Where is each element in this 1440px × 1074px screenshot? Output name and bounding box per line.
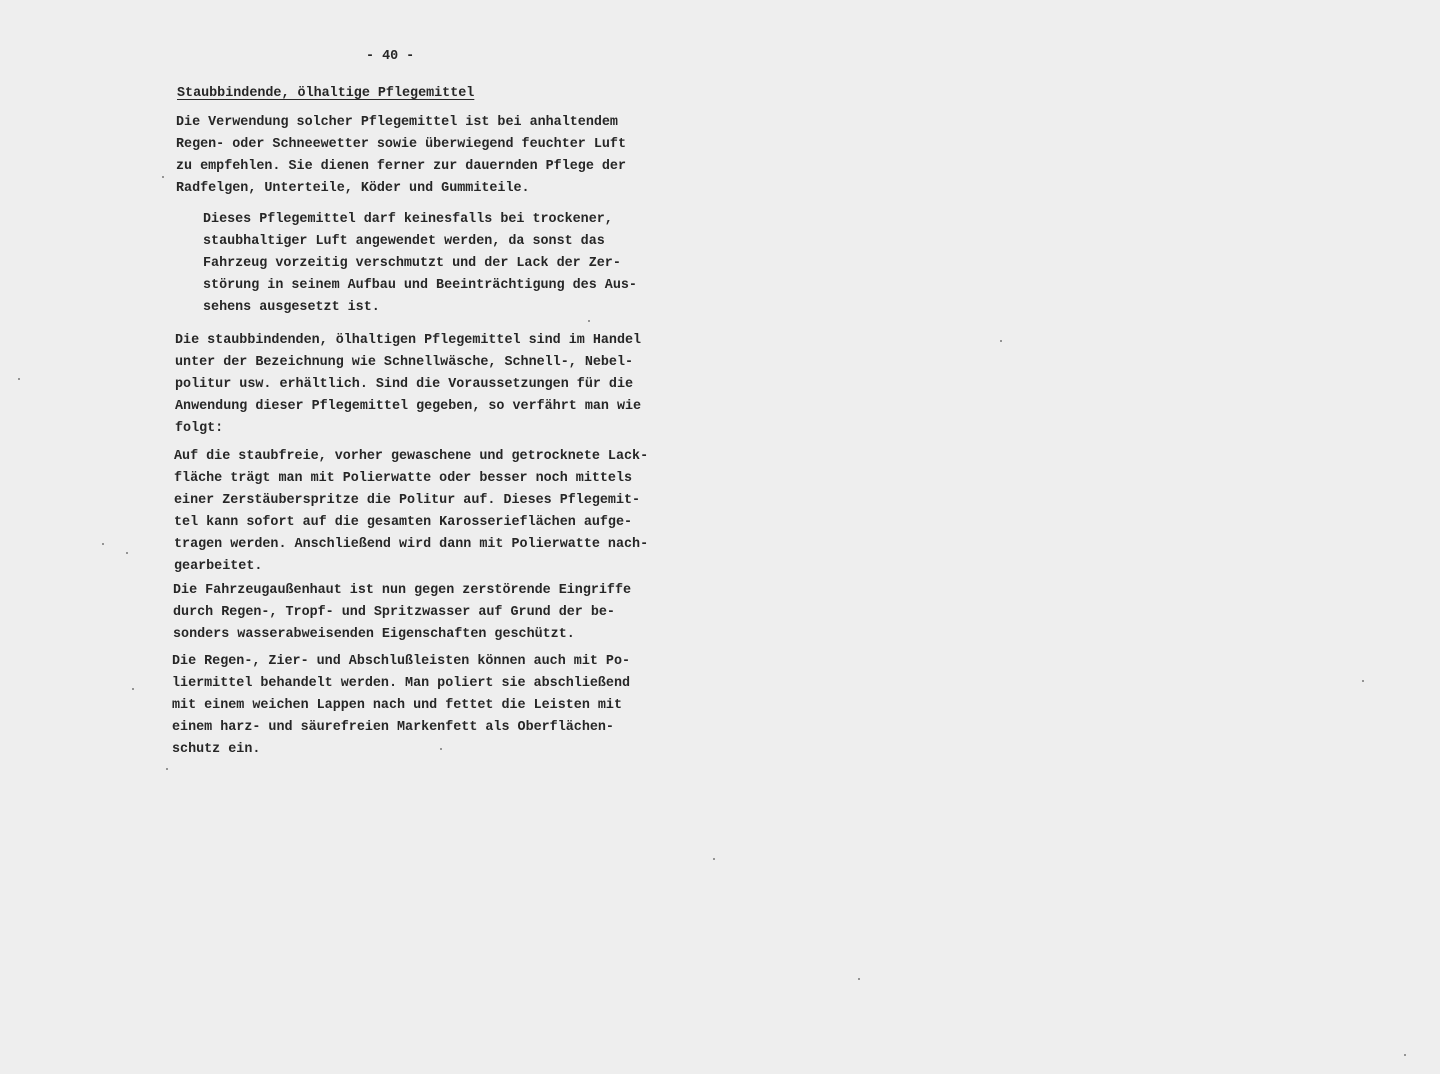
paragraph-1: Die Verwendung solcher Pflegemittel ist bei anhaltendem Regen- oder Schneewetter sowie überwiegend feuchter Luft zu empfehlen. Sie dienen ferner zur dauernden Pflege der Radfelgen, Unterteile, Köder und Gummiteile. xyxy=(176,115,626,196)
page-number: - 40 - xyxy=(366,49,415,64)
scan-speck xyxy=(1000,340,1002,342)
scan-speck xyxy=(132,688,134,690)
scan-speck xyxy=(858,978,860,980)
paragraph-3: Die staubbindenden, ölhaltigen Pflegemittel sind im Handel unter der Bezeichnung wie Schnellwäsche, Schnell-, Nebel- politur usw. erhältlich. Sind die Voraussetzungen für die Anwendung dieser Pflegemittel gegeben, so verfährt man wie folgt: xyxy=(175,333,642,436)
scan-speck xyxy=(440,748,442,750)
scan-speck xyxy=(1362,680,1364,682)
paragraph-4: Auf die staubfreie, vorher gewaschene und getrocknete Lack- fläche trägt man mit Polierwatte oder besser noch mittels einer Zerstäuberspritze die Politur auf. Dieses Pflegemit- tel kann sofort auf die gesamten Karosserieflächen aufge- tragen werden. Anschließend wird dann mit Polierwatte nach- gearbeitet. xyxy=(174,449,649,574)
scan-speck xyxy=(713,858,715,860)
paragraph-2-indented: Dieses Pflegemittel darf keinesfalls bei trockener, staubhaltiger Luft angewendet werden, da sonst das Fahrzeug vorzeitig verschmutzt und der Lack der Zer- störung in seinem Aufbau und Beeinträchtigung des Aus- sehens ausgesetzt ist. xyxy=(203,212,637,315)
scan-speck xyxy=(18,378,20,380)
paragraph-5: Die Fahrzeugaußenhaut ist nun gegen zerstörende Eingriffe durch Regen-, Tropf- und Spritzwasser auf Grund der be- sonders wasserabweisenden Eigenschaften geschützt. xyxy=(173,583,632,642)
scan-speck xyxy=(126,552,128,554)
scan-speck xyxy=(162,176,164,178)
scan-speck xyxy=(166,768,168,770)
scan-speck xyxy=(1404,1054,1406,1056)
section-heading: Staubbindende, ölhaltige Pflegemittel xyxy=(177,86,475,101)
scan-speck xyxy=(588,320,590,322)
scan-speck xyxy=(102,543,104,545)
paragraph-6: Die Regen-, Zier- und Abschlußleisten können auch mit Po- liermittel behandelt werden. Man poliert sie abschließend mit einem weichen Lappen nach und fettet die Leisten mit einem harz- und säurefreien Markenfett als Oberflächen- schutz ein. xyxy=(172,654,631,757)
